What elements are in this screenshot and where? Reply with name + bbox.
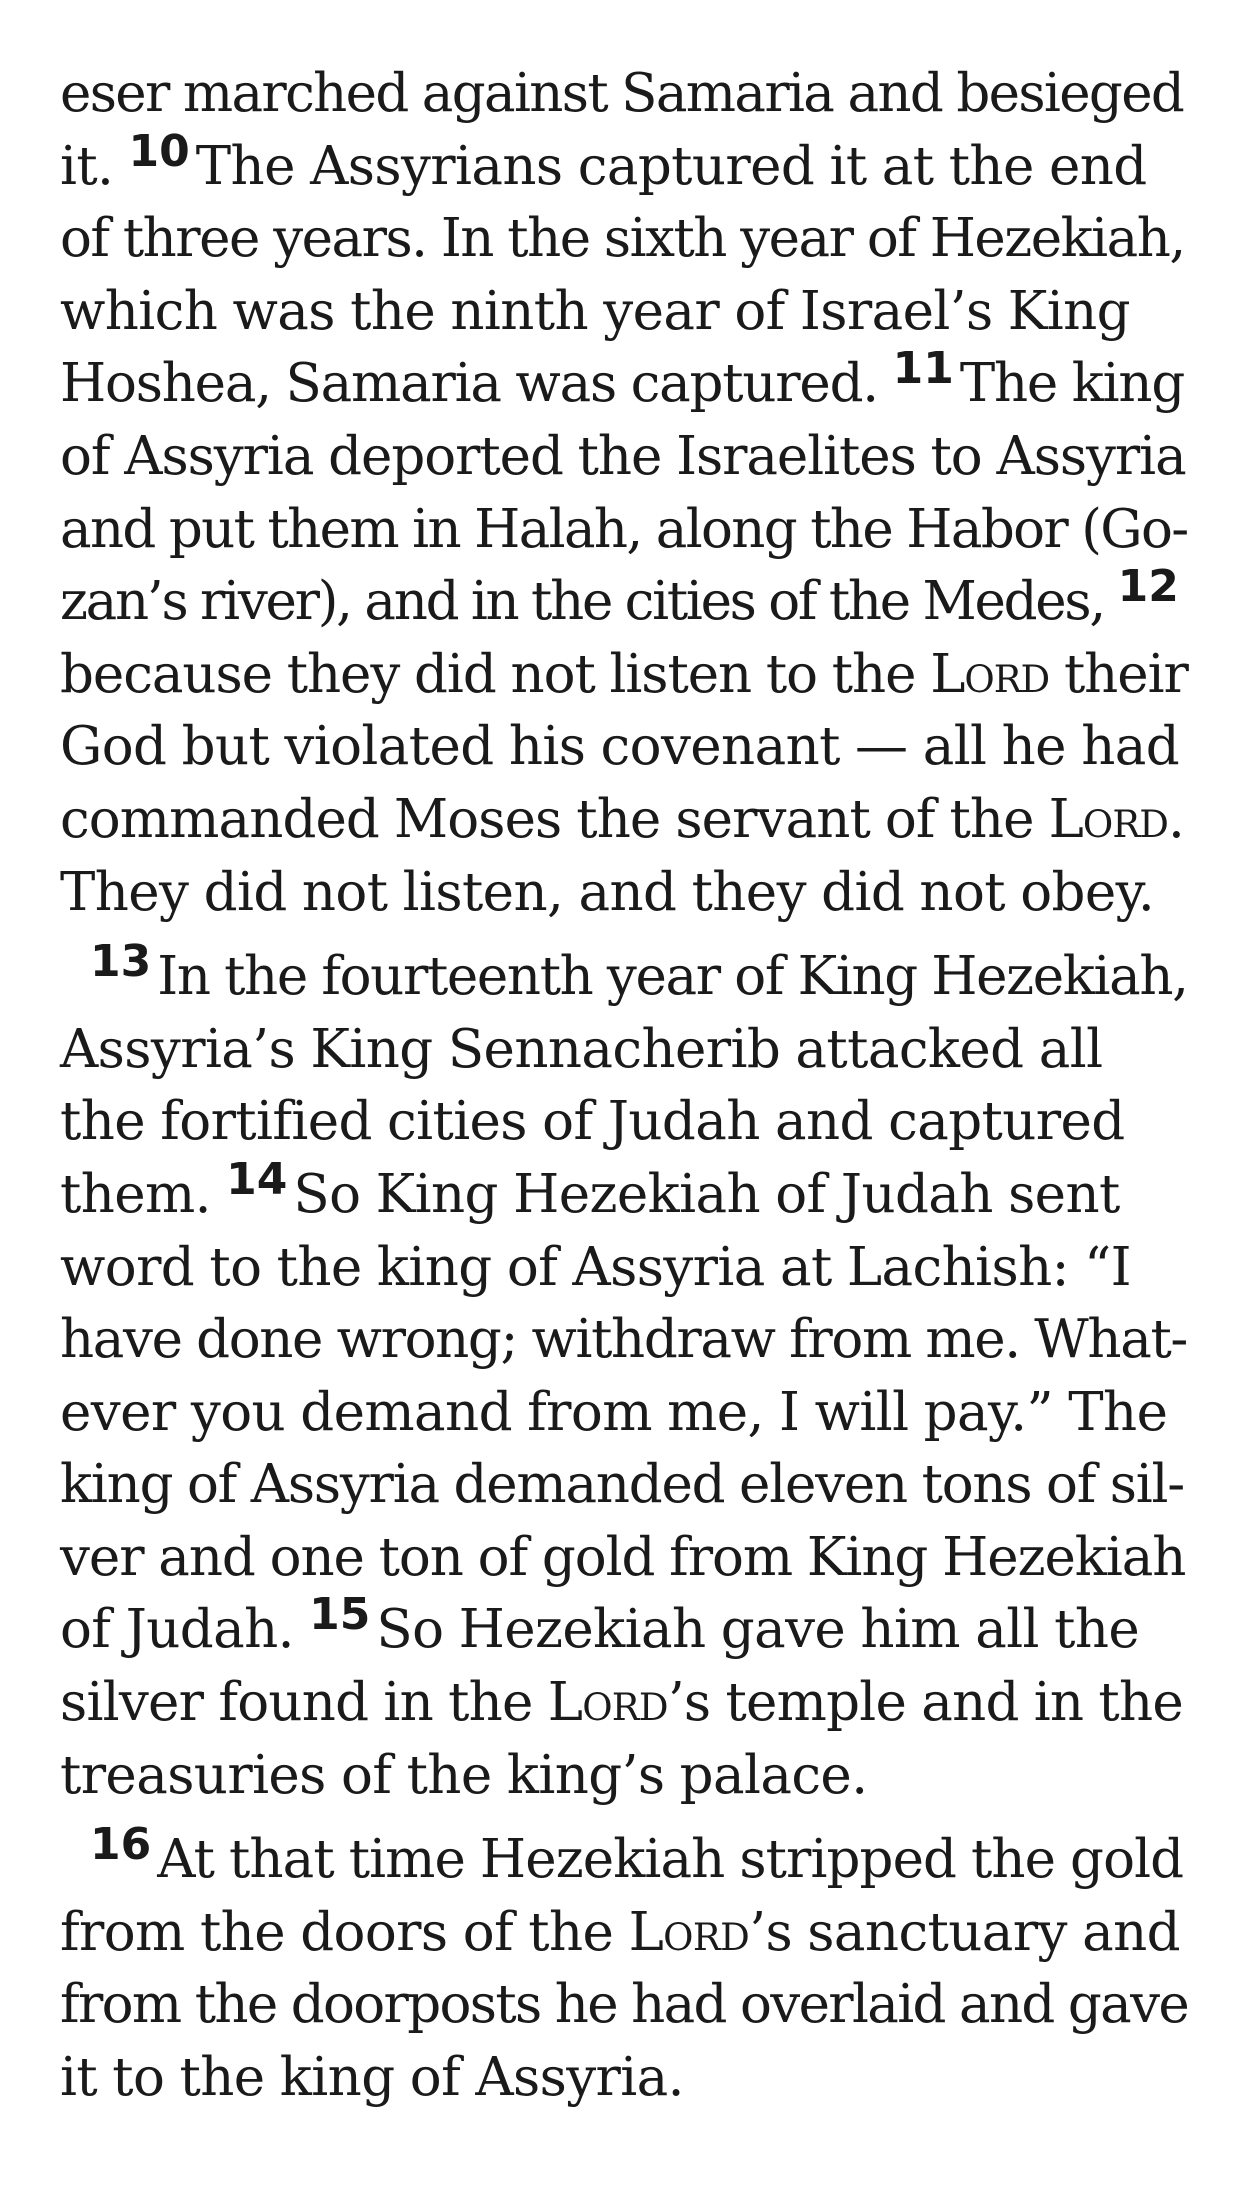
text-line: it. $^{10}$ The Assyrians captured it at the end bbox=[60, 125, 1147, 197]
paragraph-1 bbox=[60, 58, 1188, 929]
verse-number-10: 10 bbox=[128, 125, 190, 177]
text-line: $^{13}$ In the fourteenth year of King Hezekiah, bbox=[90, 936, 1188, 1008]
divine-name: Lord bbox=[547, 1672, 668, 1734]
text-line: have done wrong; withdraw from me. What- bbox=[60, 1309, 1187, 1371]
text-line: from the doors of the Lord’s sanctuary and bbox=[60, 1901, 1180, 1963]
text-line: it to the king of Assyria. bbox=[60, 2047, 684, 2109]
text-line: silver found in the Lord’s temple and in the bbox=[60, 1672, 1183, 1734]
divine-name: Lord bbox=[1048, 788, 1169, 850]
verse-number-12: 12 bbox=[1117, 561, 1179, 613]
text-line: of three years. In the sixth year of Hezekiah, bbox=[60, 208, 1185, 270]
verse-number-15: 15 bbox=[309, 1589, 371, 1641]
text-line: king of Assyria demanded eleven tons of sil- bbox=[60, 1454, 1184, 1516]
text-line: the fortified cities of Judah and captured bbox=[60, 1091, 1125, 1153]
text-line: commanded Moses the servant of the Lord. bbox=[60, 788, 1184, 850]
text-line: from the doorposts he had overlaid and gave bbox=[60, 1974, 1189, 2036]
text-line: of Judah. $^{15}$ So Hezekiah gave him all the bbox=[60, 1589, 1140, 1661]
divine-name: Lord bbox=[930, 643, 1050, 705]
verse-number-13: 13 bbox=[90, 936, 152, 988]
text-line: Assyria’s King Sennacherib attacked all bbox=[60, 1018, 1103, 1080]
text-line: which was the ninth year of Israel’s King bbox=[60, 280, 1131, 342]
text-line: God but violated his covenant — all he had bbox=[60, 716, 1180, 778]
text-line: word to the king of Assyria at Lachish: “I bbox=[60, 1236, 1131, 1298]
text-line: them. $^{14}$ So King Hezekiah of Judah sent bbox=[60, 1153, 1120, 1225]
text-line: Hoshea, Samaria was captured. $^{11}$ The king bbox=[60, 343, 1185, 415]
text-line: zan’s river), and in the cities of the Medes, $^{12}$ bbox=[60, 561, 1179, 633]
text-line: because they did not listen to the Lord their bbox=[60, 643, 1188, 705]
scripture-text bbox=[60, 58, 1188, 2115]
text-line: They did not listen, and they did not obey. bbox=[60, 861, 1155, 923]
text-line: eser marched against Samaria and besieged bbox=[60, 63, 1184, 124]
text-line: $^{16}$ At that time Hezekiah stripped the gold bbox=[90, 1819, 1184, 1891]
verse-number-14: 14 bbox=[226, 1153, 288, 1205]
text-line: ver and one ton of gold from King Hezekiah bbox=[60, 1526, 1186, 1588]
text-line: and put them in Halah, along the Habor (Go- bbox=[60, 498, 1188, 560]
text-line: of Assyria deported the Israelites to Assyria bbox=[60, 425, 1186, 487]
verse-number-16: 16 bbox=[90, 1819, 152, 1871]
paragraph-2 bbox=[60, 936, 1188, 1812]
text-line: treasuries of the king’s palace. bbox=[60, 1744, 868, 1806]
divine-name: Lord bbox=[628, 1901, 750, 1963]
verse-number-11: 11 bbox=[892, 343, 954, 395]
paragraph-3 bbox=[60, 1819, 1189, 2114]
text-line: ever you demand from me, I will pay.” The bbox=[60, 1381, 1168, 1443]
